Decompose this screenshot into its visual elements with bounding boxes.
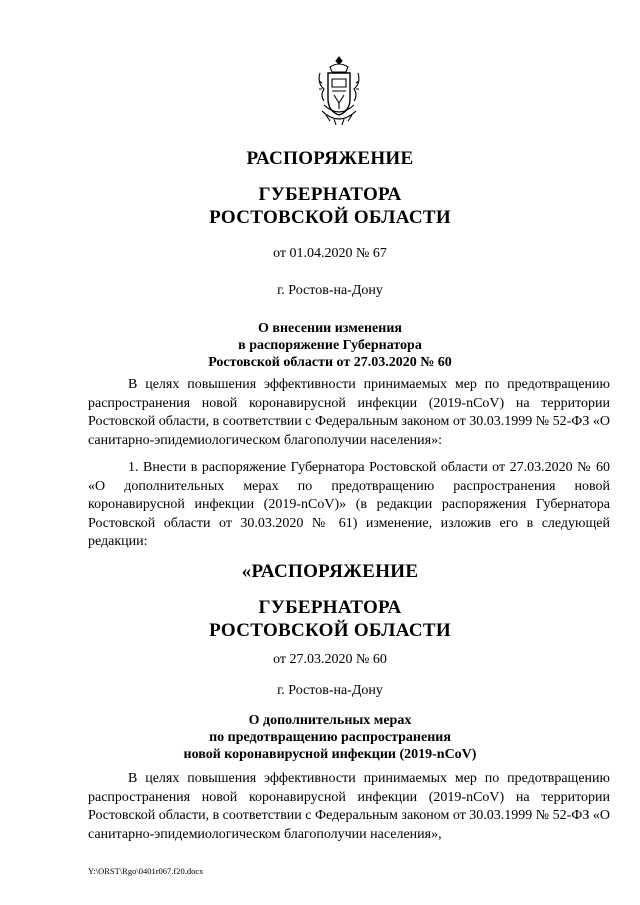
- file-path-footer: Y:\ORST\Rgo\0401r067.f20.docx: [88, 866, 204, 876]
- org-line-2: РОСТОВСКОЙ ОБЛАСТИ: [209, 207, 451, 228]
- org-line-1: ГУБЕРНАТОРА: [258, 184, 402, 205]
- quoted-preamble-paragraph: В целях повышения эффективности принимаемых мер по предотвращению распространения новой коронавирусной инфекции (2019-nCoV) на территории Ростовской области, в соответствии с Федеральным законом от 30.03.1999 № 52-ФЗ «О санитарно-эпидемиологическом благополучии населения»,: [88, 771, 610, 842]
- quoted-subject: [80, 712, 580, 763]
- subject-line-2: в распоряжение Губернатора: [238, 338, 422, 353]
- preamble-paragraph: В целях повышения эффективности принимаемых мер по предотвращению распространения новой коронавирусной инфекции (2019-nCoV) на территории Ростовской области, в соответствии с Федеральным законом от 30.03.1999 № 52-ФЗ «О санитарно-эпидемиологическом благополучии населения»:: [88, 377, 610, 448]
- document-date-number: от 01.04.2020 № 67: [273, 246, 387, 261]
- item-1-paragraph: 1. Внести в распоряжение Губернатора Ростовской области от 27.03.2020 № 60 «О дополнительных мерах по предотвращению распространения новой коронавирусной инфекции (2019-nCoV)» (в редакции распоряжения Губернатора Ростовской области от 30.03.2020 № 61) изменение, изложив его в следующей редакции:: [88, 460, 610, 549]
- document-city: г. Ростов-на-Дону: [277, 283, 383, 298]
- quoted-title: «РАСПОРЯЖЕНИЕ: [241, 561, 419, 582]
- document-title: РАСПОРЯЖЕНИЕ: [246, 148, 414, 169]
- quoted-subject-line-1: О дополнительных мерах: [248, 713, 412, 728]
- subject-line-1: О внесении изменения: [258, 321, 402, 336]
- coat-of-arms-icon: [316, 55, 362, 127]
- quoted-subject-line-2: по предотвращению распространения: [209, 730, 451, 745]
- quoted-date-number: от 27.03.2020 № 60: [273, 652, 387, 667]
- document-subject: [80, 320, 580, 371]
- subject-line-3: Ростовской области от 27.03.2020 № 60: [208, 355, 452, 370]
- quoted-org-line-2: РОСТОВСКОЙ ОБЛАСТИ: [209, 620, 451, 641]
- quoted-subject-line-3: новой коронавирусной инфекции (2019-nCoV): [183, 747, 477, 762]
- quoted-org-line-1: ГУБЕРНАТОРА: [258, 597, 402, 618]
- quoted-city: г. Ростов-на-Дону: [277, 683, 383, 698]
